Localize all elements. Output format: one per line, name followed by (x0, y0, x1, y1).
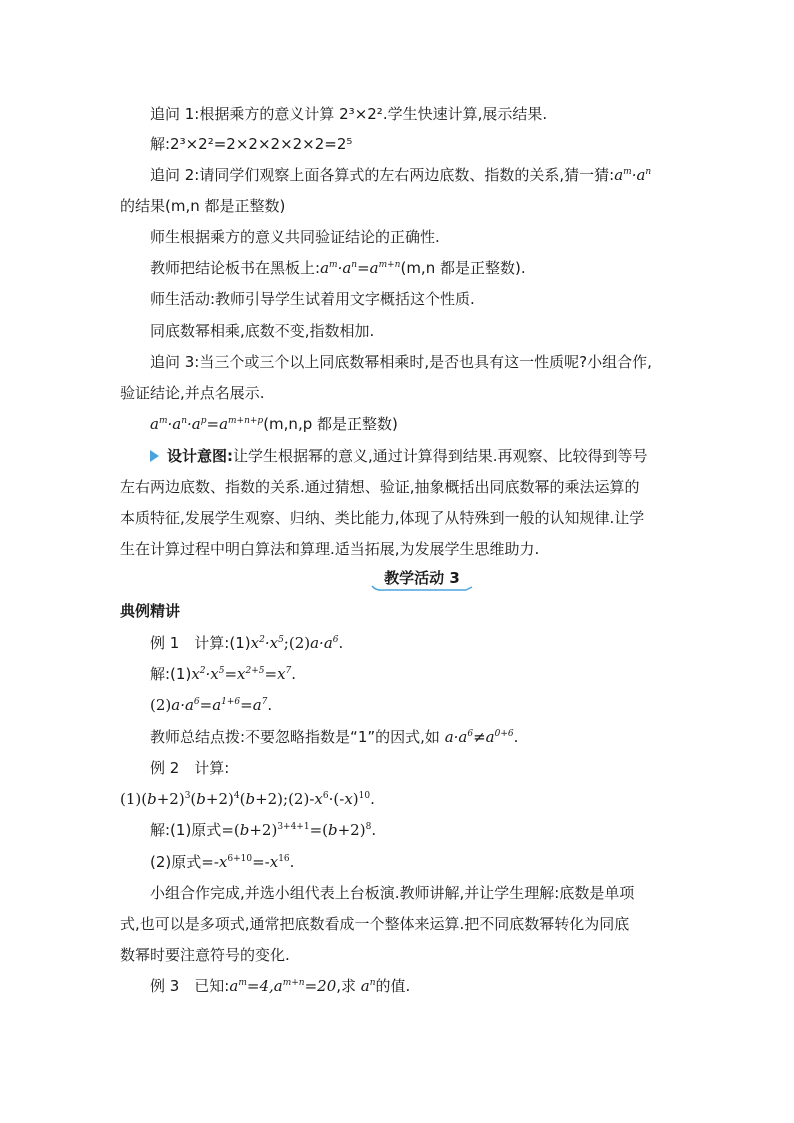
followup-question-1 (150, 103, 547, 125)
design-intent-text-3: 本质特征,发展学生观察、归纳、类比能力,体现了从特殊到一般的认知规律.让学 (120, 509, 645, 527)
followup-2-text: 追问 2:请同学们观察上面各算式的左右两边底数、指数的关系,猜一猜: (150, 166, 615, 184)
board-line (150, 257, 526, 279)
section-title-badge (370, 567, 474, 593)
followup-question-2-cont (120, 195, 285, 217)
followup-3-cont-text: 验证结论,并点名展示. (120, 384, 265, 402)
design-intent-text-2: 左右两边底数、指数的关系.通过猜想、验证,抽象概括出同底数幂的乘法运算的 (120, 478, 640, 496)
example-2-text: 例 2 计算: (150, 759, 230, 777)
rule-text: 同底数幂相乘,底数不变,指数相加. (150, 322, 375, 340)
verify-line (150, 226, 440, 248)
solution-1-text: 解:2³×2²=2×2×2×2×2=2⁵ (150, 135, 353, 153)
three-factor-tail: (m,n,p 都是正整数) (263, 415, 398, 433)
design-intent-text-1: 让学生根据幂的意义,通过计算得到结果.再观察、比较得到等号 (233, 447, 648, 465)
formula-product-rule: $a^m\cdot a^n=a^{m+n}$ (320, 259, 401, 277)
example-3-text: 例 3 已知: (150, 977, 230, 995)
followup-3-text: 追问 3:当三个或三个以上同底数幂相乘时,是否也具有这一性质呢?小组合作, (150, 353, 652, 371)
example-1-text: 例 1 计算:(1) (150, 634, 251, 652)
examples-heading (120, 600, 180, 622)
teacher-note-text: 教师总结点拨:不要忽略指数是“1”的因式,如 (150, 728, 440, 746)
followup-2-cont-text: 的结果(m,n 都是正整数) (120, 197, 286, 215)
example-2-expr-line (120, 788, 375, 810)
example-2-solution-1 (150, 819, 376, 841)
example-1-solution-expr: $x^2\cdot x^5=x^{2+5}=x^7$ (191, 665, 292, 683)
design-intent-line-2 (120, 476, 640, 498)
activity-text: 师生活动:教师引导学生试着用文字概括这个性质. (150, 290, 475, 308)
example-2 (150, 757, 229, 779)
design-intent-label: 设计意图: (167, 447, 233, 465)
group-work-text-3: 数幂时要注意符号的变化. (120, 946, 290, 964)
activity-line (150, 288, 475, 310)
design-intent-line-4 (120, 538, 539, 560)
example-1-solution-1: 解$:(1)x^2\cdot x^5=x^{2+5}=x^7$. (150, 665, 297, 683)
formula-am-an: $a^m\cdot a^n$ (614, 166, 652, 184)
triangle-bullet-icon (150, 450, 159, 462)
teacher-note-expr: $a\cdot a^6\ne a^{0+6}$ (439, 728, 514, 746)
group-work-text-1: 小组合作完成,并选小组代表上台板演.教师讲解,并让学生理解:底数是单项 (150, 884, 635, 902)
verify-text: 师生根据乘方的意义共同验证结论的正确性. (150, 228, 440, 246)
group-work-line-2 (120, 913, 629, 935)
example-3: 例 3 已知$:a^m=4,a^{m+n}=20$,求 $a^n$的值. (150, 977, 411, 995)
formula-three-factors: $a^m\cdot a^n\cdot a^p=a^{m+n+p}$ (150, 415, 264, 433)
example-2-solution-2 (150, 851, 294, 873)
followup-question-3-cont (120, 382, 265, 404)
group-work-line-3 (120, 944, 290, 966)
solution-1 (150, 133, 352, 155)
example-2-solution-1-prefix: 解:(1)原式 (150, 821, 222, 839)
examples-heading-text: 典例精讲 (120, 602, 181, 620)
example-3-tail: 的值. (375, 977, 411, 995)
example-2-solution-1-expr: $=(b+2)^{3+4+1}=(b+2)^8$. (221, 821, 377, 839)
design-intent-line-3 (120, 507, 644, 529)
three-factor-rule (150, 413, 398, 435)
design-intent-line-1 (150, 445, 648, 467)
followup-question-3 (150, 351, 652, 373)
board-text: 教师把结论板书在黑板上: (150, 259, 321, 277)
followup-1-text: 追问 1:根据乘方的意义计算 2³×2².学生快速计算,展示结果. (150, 105, 548, 123)
example-1-expr: $x^2\cdot x^5$ (250, 634, 284, 652)
board-text-tail: (m,n 都是正整数). (400, 259, 526, 277)
example-1: 例 1 计算$:(1)x^2\cdot x^5;(2)a\cdot a^6$. (150, 634, 344, 652)
rule-line (150, 320, 374, 342)
teacher-note: 教师总结点拨:不要忽略指数是“1”的因式,如 $a\cdot a^6\ne a^{0+6}$. (150, 728, 519, 746)
followup-question-2 (150, 164, 651, 186)
example-2-expr: $(1)(b+2)^3(b+2)^4(b+2);(2)-x^6\cdot(-x)^{10}$. (120, 790, 375, 808)
group-work-text-2: 式,也可以是多项式,通常把底数看成一个整体来运算.把不同底数幂转化为同底 (120, 915, 630, 933)
example-1-solution-2: $(2)a\cdot a^6=a^{1+6}=a^7$. (150, 696, 273, 714)
section-title: 教学活动 3 (384, 569, 460, 587)
example-1-solution-prefix: 解:(1) (150, 665, 192, 683)
example-2-solution-2-prefix: (2)原式 (150, 853, 202, 871)
design-intent-text-4: 生在计算过程中明白算法和算理.适当拓展,为发展学生思维助力. (120, 540, 540, 558)
example-1-solution-2-expr: $a\cdot a^6=a^{1+6}=a^7$ (171, 696, 268, 714)
example-3-expr: $a^m=4,a^{m+n}=20$ (229, 977, 337, 995)
example-2-solution-2-expr: $=-x^{6+10}=-x^{16}$. (201, 853, 295, 871)
group-work-line-1 (150, 882, 634, 904)
